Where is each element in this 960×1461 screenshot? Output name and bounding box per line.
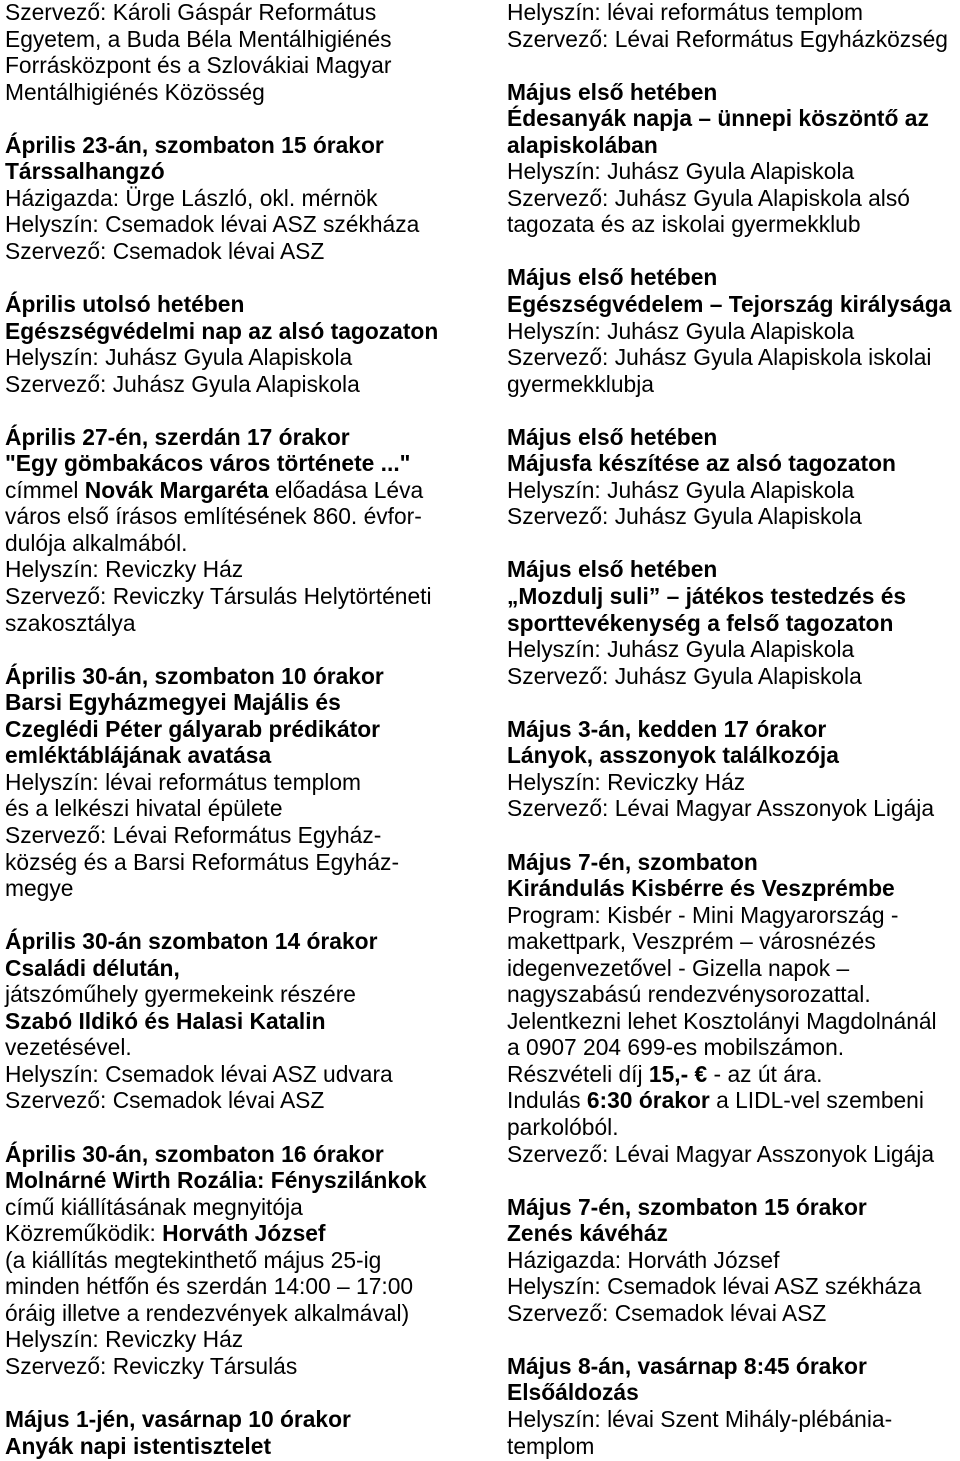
text-line	[507, 928, 959, 955]
text: Szervező: Juhász Gyula Alapiskola	[507, 503, 862, 530]
bold-text: „Mozdulj suli” – játékos testedzés és	[507, 583, 907, 610]
text-line	[507, 1061, 959, 1088]
event-block	[507, 1194, 959, 1327]
text: játszóműhely gyermekeink részére	[5, 981, 356, 1008]
text: makettpark, Veszprém – városnézés	[507, 928, 876, 955]
text-line	[507, 1194, 959, 1221]
text-line	[5, 291, 475, 318]
text-line	[507, 185, 959, 212]
text: Helyszín: Reviczky Ház	[5, 556, 244, 583]
bold-text: Kirándulás Kisbérre és Veszprémbe	[507, 875, 895, 902]
text: Helyszín: Juhász Gyula Alapiskola	[507, 317, 855, 344]
text-line	[507, 503, 959, 530]
text: Helyszín: Reviczky Ház	[507, 768, 746, 795]
bold-text: Május 8-án, vasárnap 8:45 órakor	[507, 1352, 867, 1379]
text: vezetésével.	[5, 1034, 132, 1061]
text-line	[507, 1433, 959, 1460]
bold-text: emléktáblájának avatása	[5, 742, 272, 769]
text: Szervező: Juhász Gyula Alapiskola	[5, 370, 360, 397]
event-block	[5, 132, 475, 265]
text-line	[5, 1273, 475, 1300]
text-line	[5, 1034, 475, 1061]
text-line	[507, 1087, 959, 1114]
text-line	[507, 1353, 959, 1380]
text-line	[507, 1008, 959, 1035]
text-line	[507, 902, 959, 929]
text-line	[5, 663, 475, 690]
text-line	[5, 1353, 475, 1380]
text: Szervező: Lévai Református Egyházközség	[507, 25, 948, 52]
text: minden hétfőn és szerdán 14:00 – 17:00	[5, 1273, 414, 1300]
text-line	[5, 849, 475, 876]
bold-text: 6:30 órakor	[586, 1087, 710, 1114]
text: Helyszín: Csemadok lévai ASZ udvara	[5, 1060, 393, 1087]
text: Szervező: Lévai Magyar Asszonyok Ligája	[507, 1140, 935, 1167]
text: Helyszín: Csemadok lévai ASZ székháza	[507, 1273, 922, 1300]
text-line	[507, 849, 959, 876]
text: tagozata és az iskolai gyermekklub	[507, 211, 861, 238]
bold-text: Május 3-án, kedden 17 órakor	[507, 715, 827, 742]
text-line	[5, 742, 475, 769]
text: parkolóból.	[507, 1113, 619, 1140]
text: Szervező: Lévai Magyar Asszonyok Ligája	[507, 795, 935, 822]
text-line	[507, 1034, 959, 1061]
event-block	[5, 0, 475, 105]
text-line	[5, 0, 475, 26]
text-line	[507, 0, 959, 26]
bold-text: Április 30-án szombaton 14 órakor	[5, 928, 378, 955]
text: Szervező: Reviczky Társulás	[5, 1352, 298, 1379]
bold-text: Novák Margaréta	[84, 476, 269, 503]
text-line	[5, 1247, 475, 1274]
event-block	[507, 264, 959, 397]
text-line	[5, 1008, 475, 1035]
text-line	[5, 689, 475, 716]
text-line	[507, 556, 959, 583]
text-line	[5, 795, 475, 822]
text: című kiállításának megnyitója	[5, 1193, 303, 1220]
bold-text: Május első hetében	[507, 264, 718, 291]
event-block	[5, 1406, 475, 1459]
bold-text: Horváth József	[162, 1220, 326, 1247]
text: (a kiállítás megtekinthető május 25-ig	[5, 1246, 382, 1273]
bold-text: Édesanyák napja – ünnepi köszöntő az	[507, 105, 929, 132]
bold-text: Anyák napi istentisztelet	[5, 1432, 272, 1459]
text: Indulás	[507, 1087, 587, 1114]
left-column	[5, 0, 475, 1459]
text-line	[5, 1194, 475, 1221]
bold-text: Szabó Ildikó és Halasi Katalin	[5, 1007, 326, 1034]
event-block	[5, 663, 475, 902]
bold-text: Május 1-jén, vasárnap 10 órakor	[5, 1405, 351, 1432]
text: Helyszín: Juhász Gyula Alapiskola	[507, 636, 855, 663]
text-line	[5, 822, 475, 849]
text-line	[507, 371, 959, 398]
text-line	[5, 450, 475, 477]
event-block	[5, 424, 475, 636]
bold-text: 15,- €	[648, 1060, 708, 1087]
text-line	[5, 26, 475, 53]
text: Egyetem, a Buda Béla Mentálhigiénés	[5, 25, 392, 52]
text-line	[5, 344, 475, 371]
text-line	[5, 981, 475, 1008]
text-line	[507, 132, 959, 159]
text-line	[507, 1379, 959, 1406]
bold-text: sporttevékenység a felső tagozaton	[507, 609, 894, 636]
text: Szervező: Lévai Református Egyház-	[5, 821, 382, 848]
text-line	[5, 1220, 475, 1247]
bold-text: Április utolsó hetében	[5, 291, 245, 318]
text: óráig illetve a rendezvények alkalmával)	[5, 1299, 410, 1326]
text-line	[507, 769, 959, 796]
text: Szervező: Juhász Gyula Alapiskola iskolai	[507, 344, 932, 371]
event-block	[507, 79, 959, 238]
text: Helyszín: Csemadok lévai ASZ székháza	[5, 211, 420, 238]
event-block	[5, 1141, 475, 1380]
text-line	[5, 52, 475, 79]
text: Házigazda: Ürge László, okl. mérnök	[5, 184, 378, 211]
bold-text: Április 30-án, szombaton 16 órakor	[5, 1140, 384, 1167]
text-line	[507, 663, 959, 690]
text-line	[5, 1167, 475, 1194]
bold-text: Czeglédi Péter gályarab prédikátor	[5, 715, 381, 742]
text: község és a Barsi Református Egyház-	[5, 848, 400, 875]
text: Helyszín: Juhász Gyula Alapiskola	[507, 158, 855, 185]
bold-text: Elsőáldozás	[507, 1379, 639, 1406]
text-line	[5, 503, 475, 530]
text-line	[5, 1061, 475, 1088]
bold-text: Lányok, asszonyok találkozója	[507, 742, 839, 769]
text-line	[5, 158, 475, 185]
text-line	[5, 185, 475, 212]
text: idegenvezetővel - Gizella napok –	[507, 954, 850, 981]
text-line	[5, 132, 475, 159]
text: város első írásos említésének 860. évfor-	[5, 503, 422, 530]
text-line	[507, 610, 959, 637]
text: Szervező: Csemadok lévai ASZ	[5, 1087, 325, 1114]
text-line	[5, 1087, 475, 1114]
bold-text: Családi délután,	[5, 954, 180, 981]
text-line	[507, 1141, 959, 1168]
text-line	[5, 1300, 475, 1327]
text-line	[507, 79, 959, 106]
text: Szervező: Juhász Gyula Alapiskola alsó	[507, 184, 910, 211]
text: Helyszín: Juhász Gyula Alapiskola	[507, 476, 855, 503]
event-block	[5, 291, 475, 397]
text-line	[507, 344, 959, 371]
bold-text: Április 30-án, szombaton 10 órakor	[5, 662, 384, 689]
text: Szervező: Juhász Gyula Alapiskola	[507, 662, 862, 689]
bold-text: Április 27-én, szerdán 17 órakor	[5, 423, 350, 450]
event-block	[507, 424, 959, 530]
text-line	[507, 1406, 959, 1433]
text-line	[507, 105, 959, 132]
text: Házigazda: Horváth József	[507, 1246, 780, 1273]
bold-text: Egészségvédelem – Tejország királysága	[507, 291, 952, 318]
text-line	[507, 291, 959, 318]
bold-text: Molnárné Wirth Rozália: Fényszilánkok	[5, 1167, 427, 1194]
bold-text: Barsi Egyházmegyei Majális és	[5, 689, 341, 716]
text-line	[5, 583, 475, 610]
text-line	[5, 318, 475, 345]
event-block	[507, 0, 959, 52]
text-line	[5, 1433, 475, 1460]
right-column	[507, 0, 959, 1459]
text: Helyszín: lévai református templom	[507, 0, 864, 25]
text-line	[5, 769, 475, 796]
event-block	[507, 556, 959, 689]
text-line	[507, 264, 959, 291]
text: Szervező: Csemadok lévai ASZ	[5, 237, 325, 264]
text-line	[5, 424, 475, 451]
bold-text: Május 7-én, szombaton 15 órakor	[507, 1193, 867, 1220]
text-line	[507, 955, 959, 982]
text: templom	[507, 1432, 595, 1459]
text-line	[5, 928, 475, 955]
text-line	[5, 238, 475, 265]
text-line	[507, 1247, 959, 1274]
text-line	[5, 530, 475, 557]
bold-text: Május első hetében	[507, 423, 718, 450]
text-line	[507, 477, 959, 504]
text-line	[507, 318, 959, 345]
text-line	[507, 424, 959, 451]
text: Jelentkezni lehet Kosztolányi Magdolnánál	[507, 1007, 937, 1034]
text-line	[507, 583, 959, 610]
bold-text: Egészségvédelmi nap az alsó tagozaton	[5, 317, 439, 344]
text-line	[507, 1273, 959, 1300]
text-line	[507, 981, 959, 1008]
text-line	[507, 1220, 959, 1247]
bold-text: Május első hetében	[507, 78, 718, 105]
text: Forrásközpont és a Szlovákiai Magyar	[5, 52, 392, 79]
bold-text: Májusfa készítése az alsó tagozaton	[507, 450, 896, 477]
text-line	[5, 1406, 475, 1433]
text: Helyszín: lévai református templom	[5, 768, 362, 795]
text: Program: Kisbér - Mini Magyarország -	[507, 901, 899, 928]
text-line	[5, 556, 475, 583]
text: és a lelkészi hivatal épülete	[5, 795, 283, 822]
bold-text: Május 7-én, szombaton	[507, 848, 758, 875]
bold-text: Április 23-án, szombaton 15 órakor	[5, 131, 384, 158]
text-line	[507, 795, 959, 822]
text: gyermekklubja	[507, 370, 654, 397]
text: nagyszabású rendezvénysorozattal.	[507, 981, 871, 1008]
text-line	[5, 477, 475, 504]
text-line	[5, 716, 475, 743]
text: Szervező: Reviczky Társulás Helytörténeti	[5, 583, 432, 610]
text: dulója alkalmából.	[5, 529, 188, 556]
event-block	[5, 928, 475, 1114]
bold-text: Társsalhangzó	[5, 158, 165, 185]
text: címmel	[5, 476, 85, 503]
text: szakosztálya	[5, 609, 136, 636]
text: Mentálhigiénés Közösség	[5, 78, 265, 105]
bold-text: "Egy gömbakácos város története ..."	[5, 450, 411, 477]
text-line	[5, 1326, 475, 1353]
text-line	[507, 211, 959, 238]
text-line	[5, 1141, 475, 1168]
text-line	[5, 955, 475, 982]
text-line	[507, 158, 959, 185]
text: a 0907 204 699-es mobilszámon.	[507, 1034, 845, 1061]
text: Helyszín: lévai Szent Mihály-plébánia-	[507, 1405, 893, 1432]
text: Helyszín: Reviczky Ház	[5, 1326, 244, 1353]
text-line	[5, 610, 475, 637]
text-line	[5, 875, 475, 902]
event-block	[507, 716, 959, 822]
text-line	[5, 371, 475, 398]
bold-text: alapiskolában	[507, 131, 658, 158]
text-line	[507, 742, 959, 769]
text-line	[507, 1300, 959, 1327]
text-line	[507, 875, 959, 902]
text-line	[507, 1114, 959, 1141]
text-line	[507, 636, 959, 663]
event-block	[507, 849, 959, 1168]
text-line	[507, 450, 959, 477]
bold-text: Zenés kávéház	[507, 1220, 668, 1247]
text: - az út ára.	[707, 1060, 823, 1087]
text-line	[507, 716, 959, 743]
text: Szervező: Károli Gáspár Református	[5, 0, 377, 25]
text: Közreműködik:	[5, 1220, 163, 1247]
text-line	[5, 79, 475, 106]
text: Szervező: Csemadok lévai ASZ	[507, 1299, 827, 1326]
text-line	[507, 26, 959, 53]
text: a LIDL-vel szembeni	[709, 1087, 924, 1114]
bold-text: Május első hetében	[507, 556, 718, 583]
text: megye	[5, 875, 74, 902]
text: előadása Léva	[268, 476, 424, 503]
text-line	[5, 211, 475, 238]
event-block	[507, 1353, 959, 1459]
text: Helyszín: Juhász Gyula Alapiskola	[5, 344, 353, 371]
text: Részvételi díj	[507, 1060, 649, 1087]
